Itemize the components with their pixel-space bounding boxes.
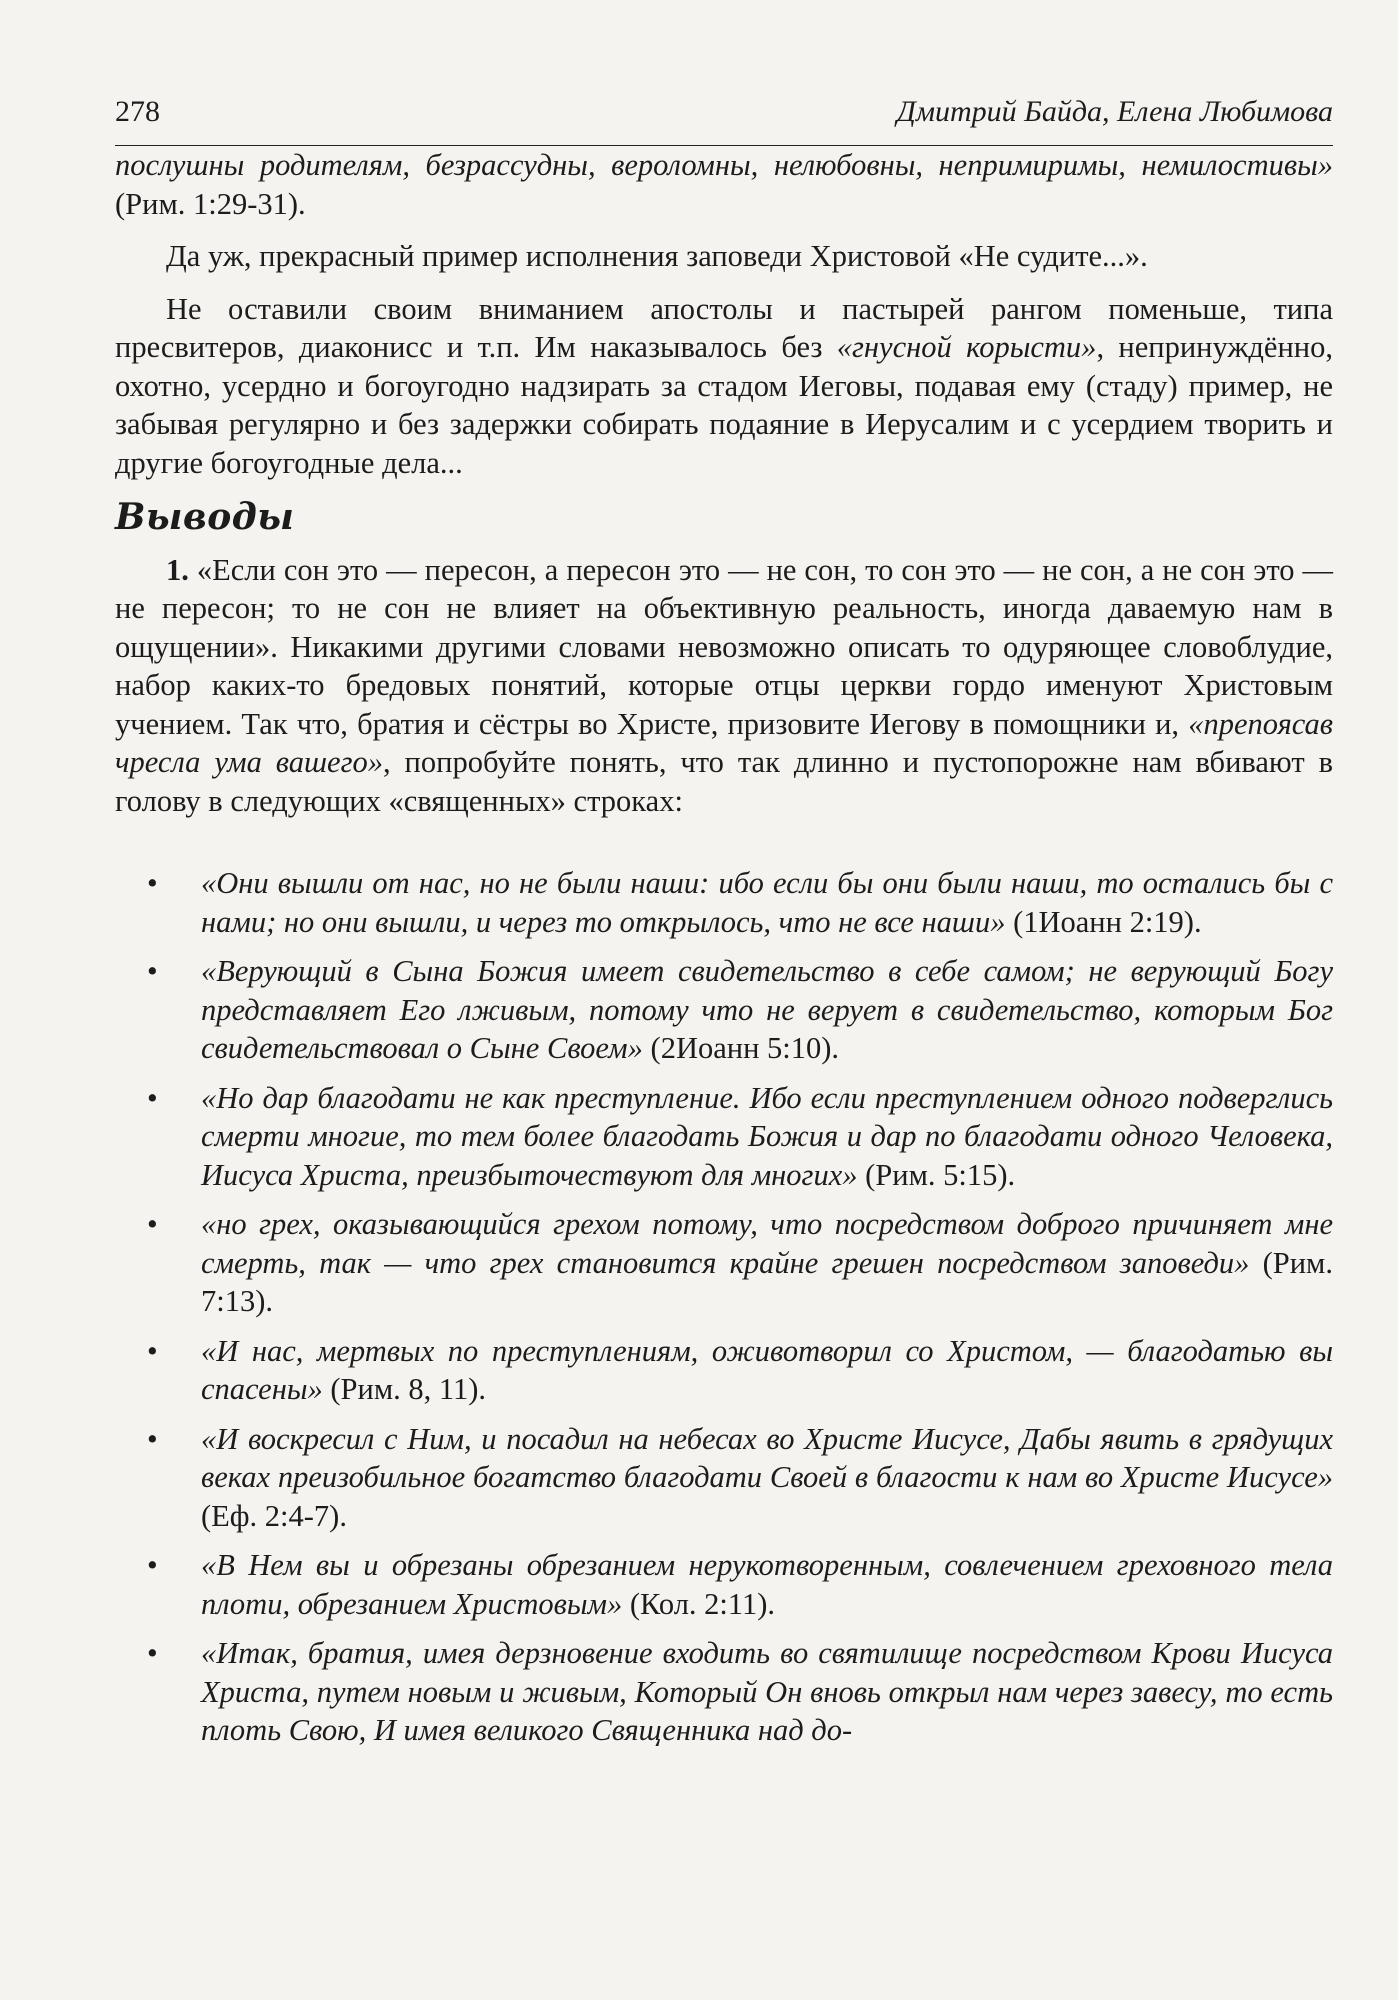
bullet-icon: • bbox=[147, 1548, 158, 1582]
quote-text: «Но дар благодати не как преступление. Ибо если преступлением одного подверглись смерти многие, то тем более благодать Божия и дар по благодати одного Человека, Иисуса Христа, преизбыточествуют для многих» bbox=[201, 1080, 1333, 1192]
section-heading: Выводы bbox=[115, 496, 295, 538]
quote-text: «И воскресил с Ним, и посадил на небесах во Христе Иисусе, Дабы явить в грядущих веках преизобильное богатство благодати Своей в благости к нам во Христе Иисусе» bbox=[201, 1421, 1333, 1494]
body-text bbox=[115, 146, 1333, 820]
quote-text: «Они вышли от нас, но не были наши: ибо если бы они были наши, то остались бы с нами; но они вышли, и через то открылось, что не все наши» bbox=[201, 866, 1333, 939]
scripture-reference: (Рим. 8, 11). bbox=[322, 1372, 487, 1406]
list-item bbox=[115, 1079, 1333, 1195]
list-item bbox=[115, 1205, 1333, 1321]
running-header bbox=[115, 95, 1333, 146]
scripture-reference: (1Иоанн 2:19). bbox=[1005, 904, 1202, 939]
list-item bbox=[115, 952, 1333, 1068]
list-item bbox=[115, 1420, 1333, 1536]
quote-text: послушны родителям, безрассудны, вероломны, нелюбовны, непримиримы, немилостивы» bbox=[115, 148, 1333, 182]
paragraph-text: Не оставили своим вниманием апостолы и пастырей рангом поменьше, типа пресвитеров, диаконисс и т.п. Им наказывалось без bbox=[115, 291, 1333, 364]
paragraph-text: , непринуждённо, охотно, усердно и богоугодно надзирать за стадом Иеговы, подавая ему (стаду) пример, не забывая регулярно и без задержки собирать подаяние в Иерусалим и с усердием творить и другие богоугодные дела... bbox=[115, 330, 1333, 480]
quote-text: «Итак, братия, имея дерзновение входить во святилище посредством Крови Иисуса Христа, путем новым и живым, Который Он вновь открыл нам через завесу, то есть плоть Свою, И имея великого Священника над до- bbox=[201, 1636, 1333, 1747]
bullet-icon: • bbox=[147, 1421, 158, 1456]
bullet-icon: • bbox=[147, 1333, 158, 1368]
quote-text: «Верующий в Сына Божия имеет свидетельство в себе самом; не верующий Богу представляет Его лживым, потому что не верует в свидетельство, которым Бог свидетельствовал о Сыне Своем» bbox=[201, 954, 1333, 1065]
quote-text: «препоясав чресла ума вашего» bbox=[115, 706, 1333, 779]
bullet-icon: • bbox=[147, 954, 158, 988]
paragraph-continuation bbox=[115, 146, 1333, 223]
book-page bbox=[115, 95, 1333, 1761]
list-item bbox=[115, 1546, 1333, 1623]
page-number: 278 bbox=[115, 95, 160, 128]
conclusion-paragraph bbox=[115, 551, 1333, 821]
scripture-reference: (Рим. 1:29-31). bbox=[115, 186, 306, 221]
quote-text: «но грех, оказывающийся грехом потому, что посредством доброго причиняет мне смерть, так — что грех становится крайне грешен посредством заповеди» bbox=[201, 1207, 1333, 1280]
list-item bbox=[115, 1332, 1333, 1409]
scripture-reference: (Кол. 2:11). bbox=[622, 1586, 776, 1621]
paragraph-text: , попробуйте понять, что так длинно и пустопорожне нам вбивают в голову в следующих «священных» строках: bbox=[115, 745, 1333, 818]
scripture-quote-list bbox=[115, 864, 1333, 1750]
quote-text: «И нас, мертвых по преступлениям, оживотворил со Христом, — благодатью вы спасены» bbox=[201, 1333, 1333, 1406]
scripture-reference: (Рим. 7:13). bbox=[201, 1245, 1333, 1318]
conclusion-number: 1. bbox=[166, 552, 189, 587]
list-item bbox=[115, 864, 1333, 941]
scripture-reference: (Еф. 2:4-7). bbox=[201, 1498, 347, 1533]
scripture-reference: (2Иоанн 5:10). bbox=[642, 1031, 840, 1065]
bullet-icon: • bbox=[147, 1207, 158, 1241]
paragraph bbox=[115, 290, 1333, 483]
running-header-authors: Дмитрий Байда, Елена Любимова bbox=[896, 95, 1333, 128]
paragraph: Да уж, прекрасный пример исполнения заповеди Христовой «Не судите...». bbox=[166, 239, 1148, 273]
bullet-icon: • bbox=[147, 866, 158, 900]
bullet-icon: • bbox=[147, 1636, 158, 1670]
scripture-reference: (Рим. 5:15). bbox=[857, 1157, 1016, 1192]
quote-text: «В Нем вы и обрезаны обрезанием нерукотворенным, совлечением греховного тела плоти, обрезанием Христовым» bbox=[201, 1548, 1333, 1621]
paragraph-text: «Если сон это — пересон, а пересон это — не сон, то сон это — не сон, а не сон это — не пересон; то не сон не влияет на объективную реальность, иногда даваемую нам в ощущении». Никакими другими словами невозможно описать то одуряющее словоблудие, набор каких-то бредовых понятий, которые отцы церкви гордо именуют Христовым учением. Так что, братия и сёстры во Христе, призовите Иегову в помощники и, bbox=[115, 552, 1333, 741]
list-item bbox=[115, 1634, 1333, 1750]
bullet-icon: • bbox=[147, 1080, 158, 1115]
quote-text: «гнусной корысти» bbox=[836, 330, 1097, 364]
